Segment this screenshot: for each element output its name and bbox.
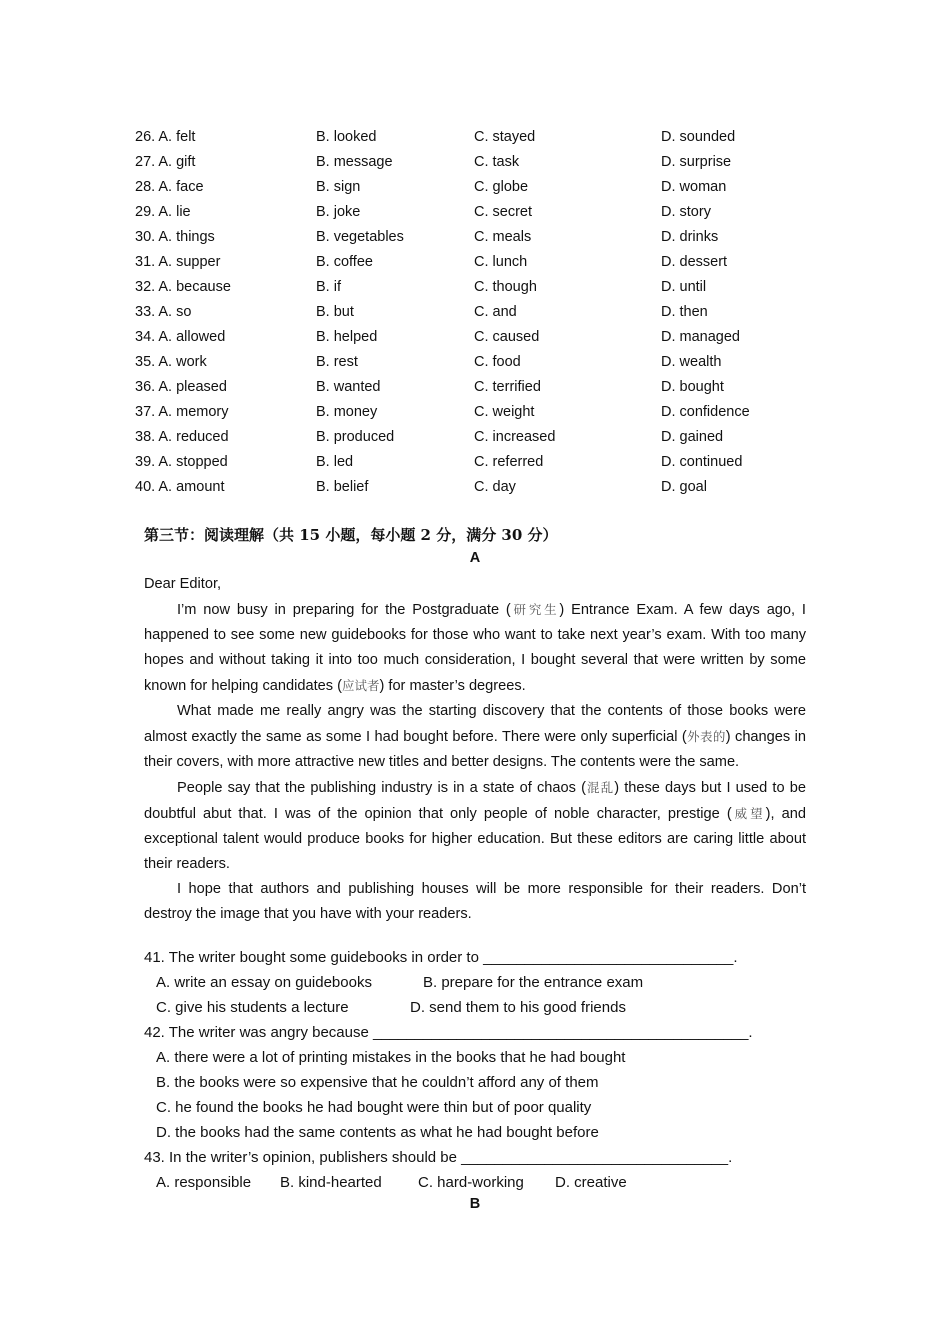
option: B. rest bbox=[316, 354, 358, 370]
option: D. managed bbox=[661, 329, 740, 345]
option: B. if bbox=[316, 279, 341, 295]
option: A. write an essay on guidebooks bbox=[156, 974, 372, 991]
option: D. bought bbox=[661, 379, 724, 395]
option: 26. A. felt bbox=[135, 129, 196, 145]
question-41: 41. The writer bought some guidebooks in order to ______________________________. bbox=[144, 949, 738, 966]
option: D. drinks bbox=[661, 229, 719, 245]
option: B. sign bbox=[316, 179, 361, 195]
paragraph-4: I hope that authors and publishing houses will be more responsible for their readers. Don’t destroy the image that you have with your readers. bbox=[144, 881, 806, 922]
cloze-option-row bbox=[135, 350, 835, 375]
option: D. surprise bbox=[661, 154, 732, 170]
option: D. goal bbox=[661, 479, 707, 495]
option: C. and bbox=[474, 304, 517, 320]
option: C. give his students a lecture bbox=[156, 999, 349, 1016]
paragraph-3: People say that the publishing industry is in a state of chaos (混乱) these days but I used to be doubtful abut that. I was of the opinion that only people of noble character, prestige (威望), and exceptional talent would produce books for higher education. But these editors are caring little about their readers. bbox=[144, 780, 806, 872]
questions bbox=[144, 945, 824, 1195]
option: 31. A. supper bbox=[135, 254, 221, 270]
option: B. helped bbox=[316, 329, 378, 345]
option: 40. A. amount bbox=[135, 479, 225, 495]
option: B. led bbox=[316, 454, 354, 470]
cloze-option-row bbox=[135, 300, 835, 325]
question-43: 43. In the writer’s opinion, publishers should be ________________________________. bbox=[144, 1149, 733, 1166]
option: C. day bbox=[474, 479, 516, 495]
cloze-option-row bbox=[135, 475, 835, 500]
option: B. vegetables bbox=[316, 229, 404, 245]
option: C. referred bbox=[474, 454, 544, 470]
option: 32. A. because bbox=[135, 279, 231, 295]
option: B. message bbox=[316, 154, 393, 170]
option: C. food bbox=[474, 354, 521, 370]
option: D. creative bbox=[555, 1174, 627, 1191]
option: A. responsible bbox=[156, 1174, 252, 1191]
option: B. joke bbox=[316, 204, 361, 220]
option: D. until bbox=[661, 279, 707, 295]
cloze-option-row bbox=[135, 200, 835, 225]
option: 36. A. pleased bbox=[135, 379, 227, 395]
option: C. weight bbox=[474, 404, 535, 420]
cloze-option-row bbox=[135, 250, 835, 275]
cloze-option-row bbox=[135, 225, 835, 250]
option: 34. A. allowed bbox=[135, 329, 226, 345]
passage-a bbox=[144, 572, 806, 927]
cloze-option-row bbox=[135, 425, 835, 450]
option: 39. A. stopped bbox=[135, 454, 228, 470]
option: D. send them to his good friends bbox=[410, 999, 626, 1016]
question-41-options bbox=[144, 995, 824, 1020]
paragraph-2: What made me really angry was the starting discovery that the contents of those books were almost exactly the same as some I had bought before. There were only superficial (外表的) changes in their covers, with more attractive new titles and better designs. The contents were the same. bbox=[144, 703, 806, 770]
question-43-options bbox=[144, 1170, 824, 1195]
option: C. meals bbox=[474, 229, 532, 245]
option: 27. A. gift bbox=[135, 154, 196, 170]
option: C. hard-working bbox=[418, 1174, 524, 1191]
option: B. looked bbox=[316, 129, 377, 145]
option: B. produced bbox=[316, 429, 395, 445]
question-41-options bbox=[144, 970, 824, 995]
option: D. then bbox=[661, 304, 708, 320]
option: C. lunch bbox=[474, 254, 528, 270]
option: D. gained bbox=[661, 429, 724, 445]
option: C. task bbox=[474, 154, 520, 170]
cloze-option-row bbox=[135, 175, 835, 200]
cloze-option-row bbox=[135, 400, 835, 425]
cloze-options-table bbox=[135, 125, 835, 500]
cloze-option-row bbox=[135, 150, 835, 175]
option: B. the books were so expensive that he couldn’t afford any of them bbox=[156, 1074, 599, 1091]
option: C. terrified bbox=[474, 379, 541, 395]
paragraph-1: I’m now busy in preparing for the Postgraduate (研究生) Entrance Exam. A few days ago, I happened to see some new guidebooks for those who want to take next year’s exam. With too many hopes and without taking it into too much consideration, I bought several that were written by some known for helping candidates (应试者) for master’s degrees. bbox=[144, 602, 806, 694]
option: C. though bbox=[474, 279, 537, 295]
option: B. but bbox=[316, 304, 354, 320]
option: 28. A. face bbox=[135, 179, 204, 195]
option: D. story bbox=[661, 204, 711, 220]
option: 37. A. memory bbox=[135, 404, 229, 420]
question-42: 42. The writer was angry because _____________________________________________. bbox=[144, 1024, 753, 1041]
option: D. continued bbox=[661, 454, 743, 470]
option: D. sounded bbox=[661, 129, 736, 145]
option: C. increased bbox=[474, 429, 556, 445]
section-title: 第三节：阅读理解（共 15 小题，每小题 2 分，满分 30 分） bbox=[144, 526, 558, 544]
option: C. stayed bbox=[474, 129, 536, 145]
option: 38. A. reduced bbox=[135, 429, 229, 445]
option: 33. A. so bbox=[135, 304, 192, 320]
option: C. he found the books he had bought were thin but of poor quality bbox=[156, 1099, 592, 1116]
option: B. kind-hearted bbox=[280, 1174, 382, 1191]
option: 35. A. work bbox=[135, 354, 207, 370]
option: D. confidence bbox=[661, 404, 750, 420]
option: A. there were a lot of printing mistakes in the books that he had bought bbox=[156, 1049, 626, 1066]
option: B. belief bbox=[316, 479, 369, 495]
greeting: Dear Editor, bbox=[144, 576, 222, 592]
option: B. wanted bbox=[316, 379, 381, 395]
option: 29. A. lie bbox=[135, 204, 191, 220]
cloze-option-row bbox=[135, 450, 835, 475]
option: D. dessert bbox=[661, 254, 728, 270]
option: C. globe bbox=[474, 179, 529, 195]
option: D. the books had the same contents as what he had bought before bbox=[156, 1124, 599, 1141]
cloze-option-row bbox=[135, 375, 835, 400]
cloze-option-row bbox=[135, 125, 835, 150]
option: 30. A. things bbox=[135, 229, 215, 245]
option: B. coffee bbox=[316, 254, 373, 270]
cloze-option-row bbox=[135, 325, 835, 350]
option: C. caused bbox=[474, 329, 540, 345]
passage-a-label: A bbox=[469, 550, 481, 566]
option: B. prepare for the entrance exam bbox=[423, 974, 644, 991]
option: D. woman bbox=[661, 179, 727, 195]
option: B. money bbox=[316, 404, 378, 420]
passage-b-label: B bbox=[469, 1196, 481, 1212]
option: C. secret bbox=[474, 204, 533, 220]
cloze-option-row bbox=[135, 275, 835, 300]
option: D. wealth bbox=[661, 354, 722, 370]
